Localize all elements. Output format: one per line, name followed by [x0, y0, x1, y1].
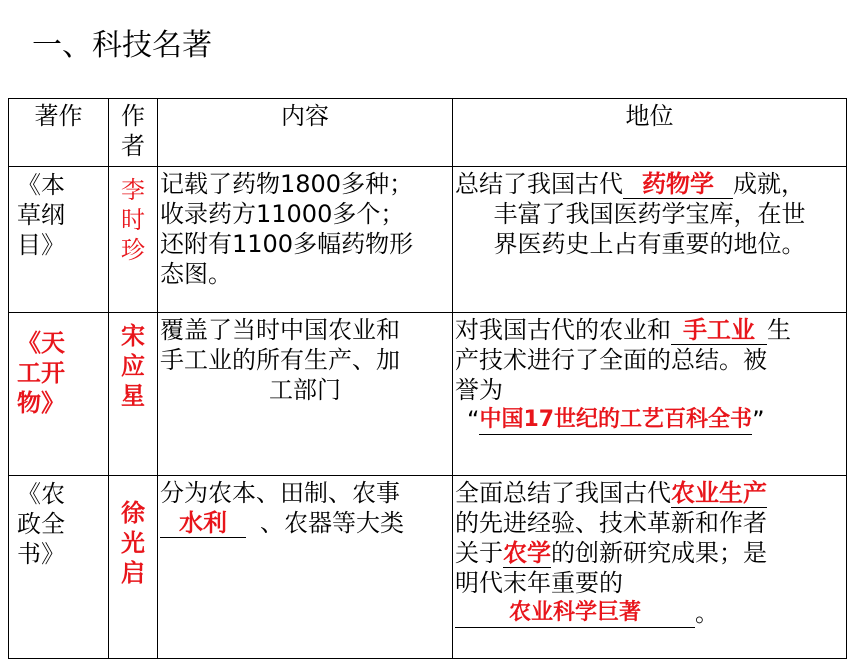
table-row [9, 313, 847, 476]
header-author [109, 99, 158, 167]
book-title: 《农 政全 书》 [9, 476, 109, 659]
answer-blank: 农业生产 [671, 479, 767, 507]
author-name: 李 时 珍 [109, 167, 158, 313]
status-text: 对我国古代的农业和 手工业 生 产技术进行了全面的总结。被 誉为 “中国17世纪的工艺百科全书” [453, 313, 847, 476]
answer-blank: 手工业 [671, 316, 767, 345]
book-title: 《本 草纲 目》 [9, 167, 109, 313]
answer-blank: 农业科学巨著 [455, 599, 695, 628]
page-title: 一、科技名著 [32, 28, 212, 63]
status-text: 全面总结了我国古代农业生产 的先进经验、技术革新和作者 关于农学的创新研究成果；是 明代末年重要的 农业科学巨著 。 [453, 476, 847, 659]
status-text: 总结了我国古代 药物学 成就， 丰富了我国医药学宝库，在世 界医药史上占有重要的地位。 [453, 167, 847, 313]
answer-blank: 农学 [503, 539, 551, 567]
answer-blank: 中国17世纪的工艺百科全书 [479, 406, 752, 435]
header-status: 地位 [453, 99, 847, 167]
table-header-row [9, 99, 847, 167]
answer-blank: 水利 [160, 509, 246, 538]
author-name: 宋 应 星 [109, 313, 158, 476]
header-author-line2: 者 [121, 132, 145, 160]
author-name: 徐 光 启 [109, 476, 158, 659]
header-content: 内容 [158, 99, 453, 167]
header-book: 著作 [9, 99, 109, 167]
header-author-line1: 作 [121, 102, 145, 130]
answer-blank: 药物学 [623, 170, 733, 199]
science-works-table [8, 98, 847, 659]
content-text: 分为农本、田制、农事 水利 、农器等大类 [158, 476, 453, 659]
table-row [9, 167, 847, 313]
table-row [9, 476, 847, 659]
book-title: 《天 工开 物》 [9, 313, 109, 476]
content-text: 覆盖了当时中国农业和 手工业的所有生产、加 工部门 [158, 313, 453, 476]
content-text: 记载了药物1800多种； 收录药方11000多个； 还附有1100多幅药物形 态图。 [158, 167, 453, 313]
